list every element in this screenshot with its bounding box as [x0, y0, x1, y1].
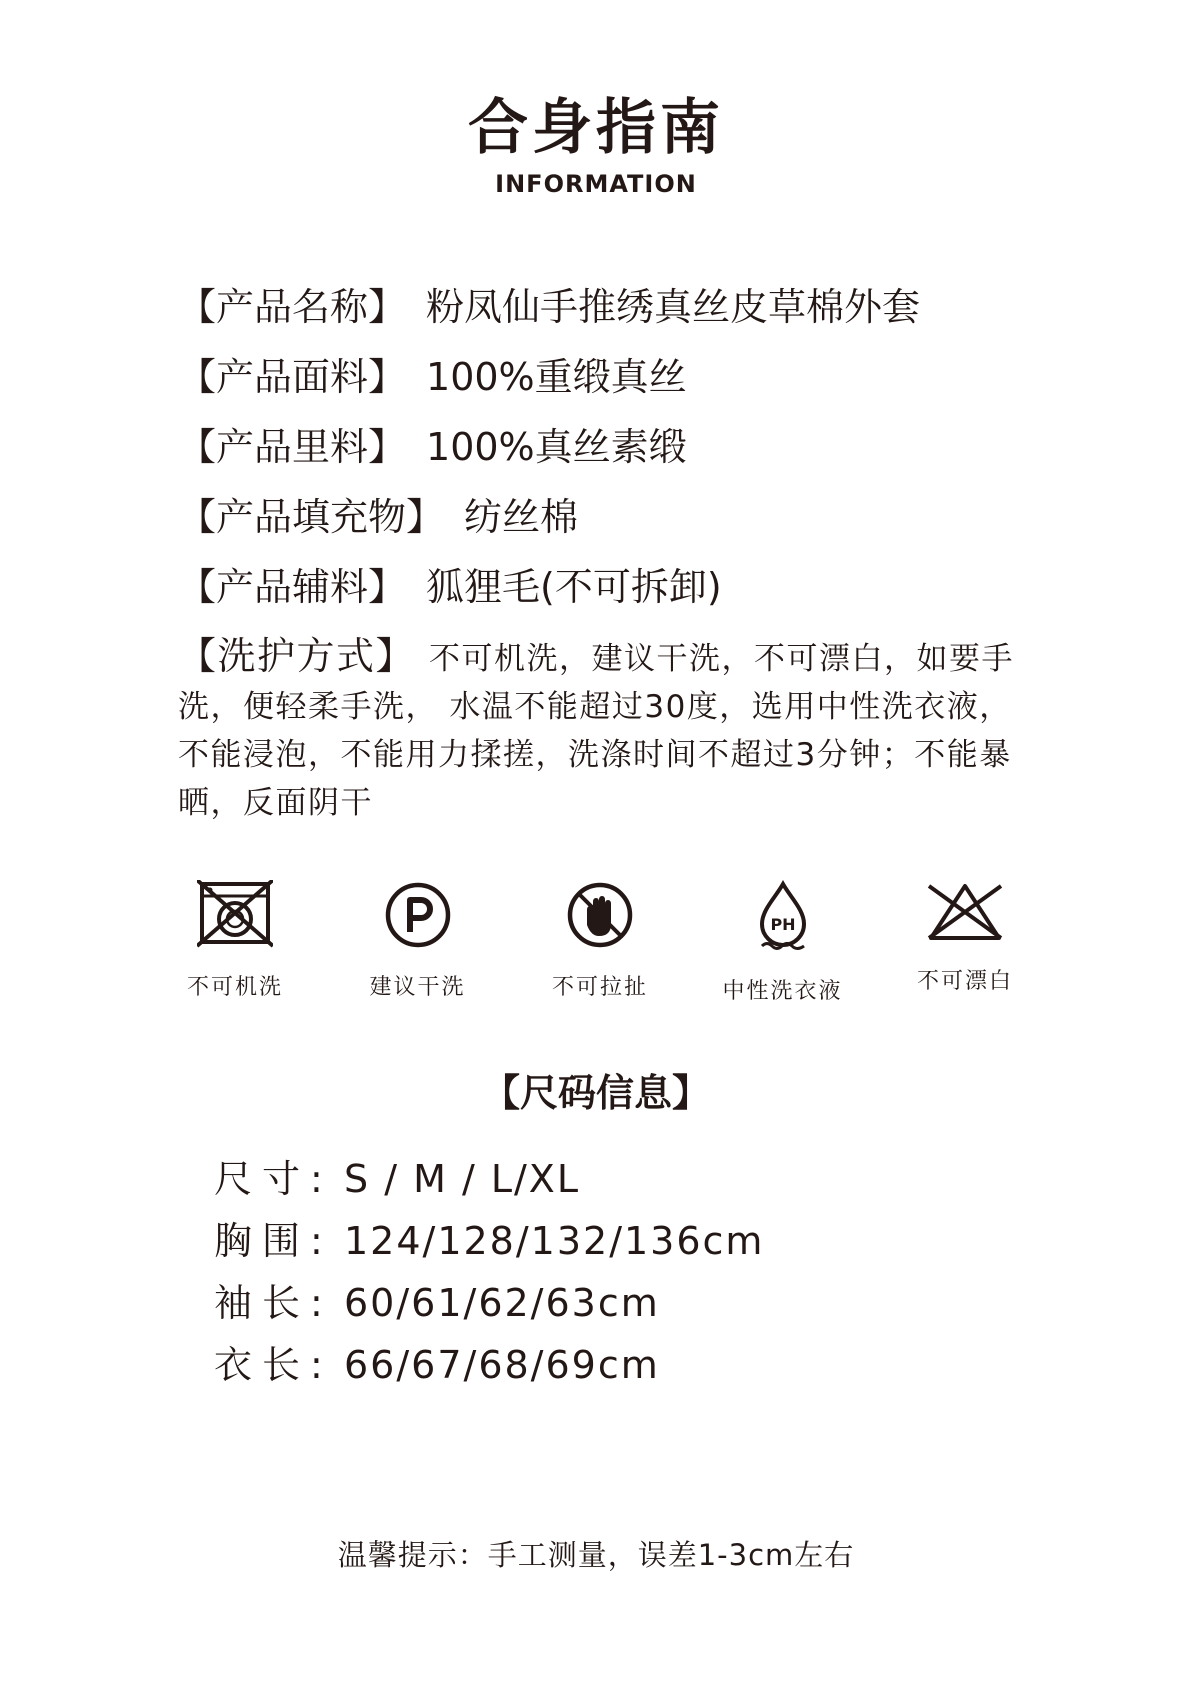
product-name-value: 粉凤仙手推绣真丝皮草棉外套: [426, 285, 921, 329]
care-item-dry-clean: [343, 880, 493, 1005]
no-machine-wash-icon: [197, 880, 273, 950]
care-item-no-machine-wash: [160, 880, 310, 1005]
care-item-no-pulling: [525, 880, 675, 1005]
wash-care-label: 【洗护方式】: [178, 634, 416, 678]
size-row-value: 124/128/132/136cm: [344, 1219, 765, 1263]
size-row-label: 衣长:: [214, 1343, 333, 1387]
product-info: [178, 278, 1038, 827]
care-caption: 不可机洗: [186, 975, 283, 1000]
size-row-value: 60/61/62/63cm: [344, 1281, 660, 1325]
filling-label: 【产品填充物】: [178, 495, 445, 539]
accessory-label: 【产品辅料】: [178, 565, 407, 609]
neutral-ph-detergent-icon: [748, 880, 818, 954]
size-row-label: 胸围:: [214, 1219, 333, 1263]
care-item-neutral-detergent: [708, 880, 858, 1005]
care-caption: 建议干洗: [369, 975, 466, 1000]
fabric-value: 100%重缎真丝: [426, 355, 687, 399]
wash-care-block: [178, 632, 1038, 827]
care-caption: 中性洗衣液: [722, 979, 843, 1004]
size-row-label: 尺寸:: [214, 1157, 333, 1201]
lining-label: 【产品里料】: [178, 425, 407, 469]
size-table: [214, 1148, 764, 1396]
care-icons: [160, 880, 1040, 1005]
svg-text:PH: PH: [769, 915, 796, 934]
size-row: [214, 1210, 764, 1272]
lining-row: [178, 418, 1038, 488]
no-pulling-icon: [565, 880, 635, 950]
accessory-value: 狐狸毛(不可拆卸): [426, 565, 722, 609]
product-name-label: 【产品名称】: [178, 285, 407, 329]
lining-value: 100%真丝素缎: [426, 425, 687, 469]
size-row-value: S / M / L/XL: [344, 1157, 581, 1201]
care-caption: 不可漂白: [916, 969, 1013, 994]
accessory-row: [178, 558, 1038, 628]
care-item-no-bleach: [890, 880, 1040, 1005]
filling-row: [178, 488, 1038, 558]
size-row-value: 66/67/68/69cm: [344, 1343, 660, 1387]
size-row-label: 袖长:: [214, 1281, 333, 1325]
size-row: [214, 1334, 764, 1396]
page-title: 合身指南: [468, 93, 724, 163]
wash-care-text: 不可机洗，建议干洗，不可漂白，如要手洗，便轻柔手洗， 水温不能超过30度，选用中性洗衣液，不能浸泡，不能用力揉搓，洗涤时间不超过3分钟；不能暴晒，反面阴干: [178, 641, 1015, 821]
fabric-row: [178, 348, 1038, 418]
page-subtitle: INFORMATION: [495, 170, 697, 198]
fabric-label: 【产品面料】: [178, 355, 407, 399]
no-bleach-icon: [925, 880, 1005, 944]
size-row: [214, 1148, 764, 1210]
product-name-row: [178, 278, 1038, 348]
footer-note: 温馨提示：手工测量，误差1-3cm左右: [337, 1538, 855, 1572]
size-row: [214, 1272, 764, 1334]
size-info-title: 【尺码信息】: [481, 1071, 710, 1115]
filling-value: 纺丝棉: [464, 495, 579, 539]
dry-clean-icon: [383, 880, 453, 950]
care-caption: 不可拉扯: [551, 975, 648, 1000]
